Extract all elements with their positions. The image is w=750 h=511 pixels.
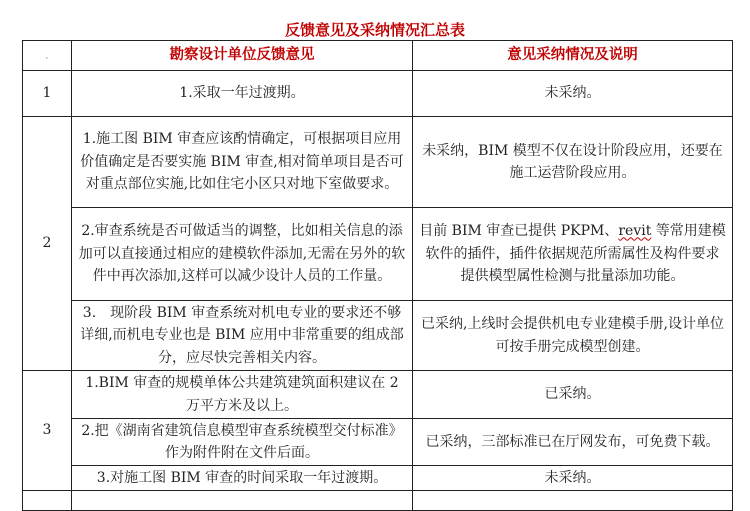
- row-number: 3: [23, 371, 72, 491]
- paragraph-mark: ,: [45, 52, 49, 60]
- adoption-cell: 未采纳。: [413, 71, 733, 117]
- adoption-cell: 未采纳。: [413, 466, 733, 491]
- header-feedback: 勘察设计单位反馈意见: [72, 41, 413, 71]
- spellcheck-word: revit: [618, 223, 652, 240]
- table-header-row: [23, 41, 733, 71]
- feedback-cell: 2.把《湖南省建筑信息模型审查系统模型交付标准》作为附件附在文件后面。: [72, 419, 413, 466]
- table-row: [23, 117, 733, 208]
- table-row: [23, 371, 733, 419]
- feedback-cell: 1.采取一年过渡期。: [72, 71, 413, 117]
- table-title: 反馈意见及采纳情况汇总表: [284, 21, 465, 39]
- feedback-cell: 1.施工图 BIM 审查应该酌情确定，可根据项目应用价值确定是否要实施 BIM 审查,相对简单项目是否可对重点部位实施,比如住宅小区只对地下室做要求。: [72, 117, 413, 208]
- table-row: [23, 419, 733, 466]
- row-number: 1: [23, 71, 72, 117]
- adoption-cell: 已采纳。: [413, 371, 733, 419]
- header-adoption: 意见采纳情况及说明: [413, 41, 733, 71]
- feedback-cell: 3. 现阶段 BIM 审查系统对机电专业的要求还不够详细,而机电专业也是 BIM 应用中非常重要的组成部分，应尽快完善相关内容。: [72, 301, 413, 371]
- header-num: [23, 41, 72, 71]
- adoption-cell: 未采纳，BIM 模型不仅在设计阶段应用，还要在施工运营阶段应用。: [413, 117, 733, 208]
- feedback-cell: 3.对施工图 BIM 审查的时间采取一年过渡期。: [72, 466, 413, 491]
- feedback-cell: 1.BIM 审查的规模单体公共建筑建筑面积建议在 2 万平方米及以上。: [72, 371, 413, 419]
- adoption-cell: 已采纳，三部标准已在厅网发布，可免费下载。: [413, 419, 733, 466]
- adoption-text: 目前 BIM 审查已提供 PKPM、: [419, 223, 619, 240]
- table-row: [23, 71, 733, 117]
- feedback-summary-table: [22, 40, 733, 511]
- adoption-text: 等常用建模软件的插件，插件依据规范所需属性及构件要求提供模型属性检测与批量添加功能。: [425, 223, 726, 285]
- adoption-cell: [413, 208, 733, 301]
- row-number: 2: [23, 117, 72, 371]
- table-row: [23, 301, 733, 371]
- table-row: [23, 208, 733, 301]
- feedback-cell: 2.审查系统是否可做适当的调整，比如相关信息的添加可以直接通过相应的建模软件添加,无需在另外的软件中再次添加,这样可以减少设计人员的工作量。: [72, 208, 413, 301]
- table-row: [23, 466, 733, 491]
- adoption-cell: 已采纳,上线时会提供机电专业建模手册,设计单位可按手册完成模型创建。: [413, 301, 733, 371]
